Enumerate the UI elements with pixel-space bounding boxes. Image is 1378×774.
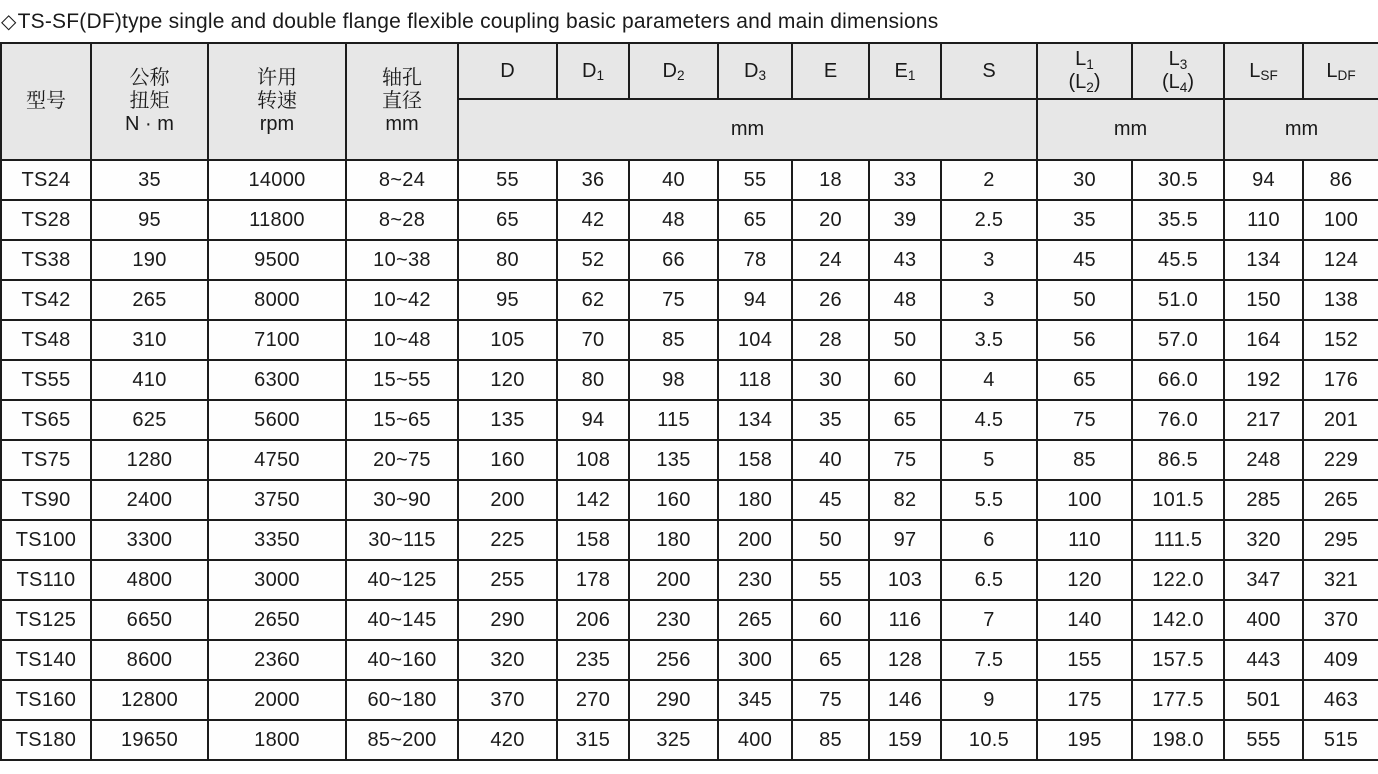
value-cell: 177.5 (1132, 680, 1224, 720)
value-cell: 206 (557, 600, 629, 640)
value-cell: 97 (869, 520, 941, 560)
value-cell: 515 (1303, 720, 1378, 760)
value-cell: 98 (629, 360, 718, 400)
value-cell: 120 (1037, 560, 1132, 600)
value-cell: 100 (1303, 200, 1378, 240)
value-cell: 217 (1224, 400, 1303, 440)
value-cell: 140 (1037, 600, 1132, 640)
value-cell: 75 (869, 440, 941, 480)
value-cell: 2360 (208, 640, 346, 680)
value-cell: 94 (718, 280, 792, 320)
diamond-icon: ◇ (1, 11, 17, 33)
value-cell: 158 (557, 520, 629, 560)
page-title (0, 0, 1378, 42)
value-cell: 7100 (208, 320, 346, 360)
value-cell: 180 (718, 480, 792, 520)
value-cell: 110 (1224, 200, 1303, 240)
value-cell: 65 (1037, 360, 1132, 400)
value-cell: 78 (718, 240, 792, 280)
col-header-ldf: $L_{DF}$ (1303, 43, 1378, 99)
value-cell: 8~28 (346, 200, 458, 240)
table-row (1, 320, 1378, 360)
value-cell: 370 (1303, 600, 1378, 640)
value-cell: 1280 (91, 440, 208, 480)
value-cell: 45.5 (1132, 240, 1224, 280)
value-cell: 155 (1037, 640, 1132, 680)
value-cell: 134 (1224, 240, 1303, 280)
value-cell: 60 (792, 600, 869, 640)
value-cell: 6 (941, 520, 1037, 560)
value-cell: 65 (458, 200, 557, 240)
value-cell: 86 (1303, 160, 1378, 200)
value-cell: 85~200 (346, 720, 458, 760)
value-cell: 19650 (91, 720, 208, 760)
value-cell: 142.0 (1132, 600, 1224, 640)
value-cell: 10.5 (941, 720, 1037, 760)
col-header-d3: $D_3$ (718, 43, 792, 99)
value-cell: 120 (458, 360, 557, 400)
value-cell: 1800 (208, 720, 346, 760)
value-cell: 35 (792, 400, 869, 440)
col-header-d1: $D_1$ (557, 43, 629, 99)
value-cell: 3300 (91, 520, 208, 560)
value-cell: 118 (718, 360, 792, 400)
header-row-labels (1, 43, 1378, 99)
value-cell: 157.5 (1132, 640, 1224, 680)
model-cell: TS48 (1, 320, 91, 360)
value-cell: 33 (869, 160, 941, 200)
value-cell: 345 (718, 680, 792, 720)
value-cell: 20 (792, 200, 869, 240)
value-cell: 2650 (208, 600, 346, 640)
value-cell: 200 (629, 560, 718, 600)
value-cell: 175 (1037, 680, 1132, 720)
table-row (1, 680, 1378, 720)
col-header-e: E (792, 43, 869, 99)
value-cell: 115 (629, 400, 718, 440)
table-row (1, 720, 1378, 760)
value-cell: 3350 (208, 520, 346, 560)
table-row (1, 400, 1378, 440)
value-cell: 4 (941, 360, 1037, 400)
value-cell: 501 (1224, 680, 1303, 720)
value-cell: 4800 (91, 560, 208, 600)
value-cell: 35 (1037, 200, 1132, 240)
value-cell: 7.5 (941, 640, 1037, 680)
value-cell: 195 (1037, 720, 1132, 760)
value-cell: 2000 (208, 680, 346, 720)
value-cell: 30~115 (346, 520, 458, 560)
value-cell: 39 (869, 200, 941, 240)
col-header-bore: 轴孔 直径 mm (346, 43, 458, 160)
value-cell: 56 (1037, 320, 1132, 360)
value-cell: 235 (557, 640, 629, 680)
value-cell: 200 (458, 480, 557, 520)
value-cell: 443 (1224, 640, 1303, 680)
model-cell: TS90 (1, 480, 91, 520)
value-cell: 60 (869, 360, 941, 400)
value-cell: 150 (1224, 280, 1303, 320)
value-cell: 108 (557, 440, 629, 480)
value-cell: 95 (91, 200, 208, 240)
value-cell: 62 (557, 280, 629, 320)
value-cell: 28 (792, 320, 869, 360)
value-cell: 285 (1224, 480, 1303, 520)
value-cell: 265 (91, 280, 208, 320)
model-cell: TS160 (1, 680, 91, 720)
value-cell: 198.0 (1132, 720, 1224, 760)
value-cell: 65 (718, 200, 792, 240)
value-cell: 82 (869, 480, 941, 520)
value-cell: 75 (792, 680, 869, 720)
value-cell: 122.0 (1132, 560, 1224, 600)
value-cell: 40~125 (346, 560, 458, 600)
value-cell: 265 (718, 600, 792, 640)
value-cell: 24 (792, 240, 869, 280)
value-cell: 5 (941, 440, 1037, 480)
table-row (1, 240, 1378, 280)
value-cell: 7 (941, 600, 1037, 640)
value-cell: 42 (557, 200, 629, 240)
table-row (1, 600, 1378, 640)
model-cell: TS180 (1, 720, 91, 760)
value-cell: 76.0 (1132, 400, 1224, 440)
col-header-l3: $L_3$ $(L_4)$ (1132, 43, 1224, 99)
value-cell: 60~180 (346, 680, 458, 720)
value-cell: 555 (1224, 720, 1303, 760)
value-cell: 10~38 (346, 240, 458, 280)
model-cell: TS65 (1, 400, 91, 440)
value-cell: 52 (557, 240, 629, 280)
value-cell: 26 (792, 280, 869, 320)
value-cell: 9500 (208, 240, 346, 280)
value-cell: 315 (557, 720, 629, 760)
model-cell: TS55 (1, 360, 91, 400)
value-cell: 138 (1303, 280, 1378, 320)
value-cell: 128 (869, 640, 941, 680)
col-header-d2: $D_2$ (629, 43, 718, 99)
value-cell: 103 (869, 560, 941, 600)
model-cell: TS42 (1, 280, 91, 320)
value-cell: 160 (458, 440, 557, 480)
model-cell: TS100 (1, 520, 91, 560)
value-cell: 192 (1224, 360, 1303, 400)
value-cell: 18 (792, 160, 869, 200)
value-cell: 85 (1037, 440, 1132, 480)
value-cell: 256 (629, 640, 718, 680)
value-cell: 2 (941, 160, 1037, 200)
value-cell: 3.5 (941, 320, 1037, 360)
value-cell: 142 (557, 480, 629, 520)
value-cell: 66 (629, 240, 718, 280)
value-cell: 6300 (208, 360, 346, 400)
value-cell: 50 (1037, 280, 1132, 320)
value-cell: 159 (869, 720, 941, 760)
value-cell: 86.5 (1132, 440, 1224, 480)
table-row (1, 280, 1378, 320)
value-cell: 14000 (208, 160, 346, 200)
value-cell: 5600 (208, 400, 346, 440)
col-header-s: S (941, 43, 1037, 99)
value-cell: 400 (1224, 600, 1303, 640)
value-cell: 70 (557, 320, 629, 360)
value-cell: 160 (629, 480, 718, 520)
value-cell: 30~90 (346, 480, 458, 520)
value-cell: 248 (1224, 440, 1303, 480)
value-cell: 40~145 (346, 600, 458, 640)
value-cell: 100 (1037, 480, 1132, 520)
value-cell: 164 (1224, 320, 1303, 360)
value-cell: 3 (941, 280, 1037, 320)
value-cell: 158 (718, 440, 792, 480)
value-cell: 176 (1303, 360, 1378, 400)
value-cell: 230 (629, 600, 718, 640)
table-row (1, 360, 1378, 400)
value-cell: 135 (458, 400, 557, 440)
value-cell: 40 (629, 160, 718, 200)
value-cell: 45 (1037, 240, 1132, 280)
value-cell: 300 (718, 640, 792, 680)
value-cell: 10~48 (346, 320, 458, 360)
value-cell: 400 (718, 720, 792, 760)
value-cell: 420 (458, 720, 557, 760)
value-cell: 2.5 (941, 200, 1037, 240)
value-cell: 410 (91, 360, 208, 400)
value-cell: 75 (1037, 400, 1132, 440)
table-header (1, 43, 1378, 160)
col-header-l1: $L_1$ $(L_2)$ (1037, 43, 1132, 99)
model-cell: TS38 (1, 240, 91, 280)
value-cell: 270 (557, 680, 629, 720)
value-cell: 36 (557, 160, 629, 200)
value-cell: 51.0 (1132, 280, 1224, 320)
value-cell: 3 (941, 240, 1037, 280)
unit-mm-lsf-ldf-group: mm (1224, 99, 1378, 160)
value-cell: 48 (629, 200, 718, 240)
value-cell: 463 (1303, 680, 1378, 720)
table-row (1, 560, 1378, 600)
value-cell: 110 (1037, 520, 1132, 560)
value-cell: 35.5 (1132, 200, 1224, 240)
value-cell: 3000 (208, 560, 346, 600)
value-cell: 295 (1303, 520, 1378, 560)
value-cell: 30 (1037, 160, 1132, 200)
col-header-e1: $E_1$ (869, 43, 941, 99)
value-cell: 8600 (91, 640, 208, 680)
value-cell: 5.5 (941, 480, 1037, 520)
value-cell: 85 (792, 720, 869, 760)
value-cell: 104 (718, 320, 792, 360)
table-row (1, 480, 1378, 520)
value-cell: 111.5 (1132, 520, 1224, 560)
model-cell: TS28 (1, 200, 91, 240)
value-cell: 265 (1303, 480, 1378, 520)
value-cell: 10~42 (346, 280, 458, 320)
value-cell: 20~75 (346, 440, 458, 480)
value-cell: 116 (869, 600, 941, 640)
value-cell: 178 (557, 560, 629, 600)
value-cell: 2400 (91, 480, 208, 520)
value-cell: 409 (1303, 640, 1378, 680)
unit-mm-main-group: mm (458, 99, 1037, 160)
value-cell: 50 (869, 320, 941, 360)
value-cell: 146 (869, 680, 941, 720)
value-cell: 320 (1224, 520, 1303, 560)
table-row (1, 200, 1378, 240)
value-cell: 45 (792, 480, 869, 520)
unit-mm-l-group: mm (1037, 99, 1224, 160)
value-cell: 35 (91, 160, 208, 200)
value-cell: 65 (792, 640, 869, 680)
value-cell: 4.5 (941, 400, 1037, 440)
value-cell: 40 (792, 440, 869, 480)
value-cell: 8~24 (346, 160, 458, 200)
value-cell: 30 (792, 360, 869, 400)
value-cell: 95 (458, 280, 557, 320)
model-cell: TS125 (1, 600, 91, 640)
value-cell: 43 (869, 240, 941, 280)
value-cell: 152 (1303, 320, 1378, 360)
value-cell: 225 (458, 520, 557, 560)
col-header-speed: 许用 转速 rpm (208, 43, 346, 160)
value-cell: 180 (629, 520, 718, 560)
model-cell: TS24 (1, 160, 91, 200)
value-cell: 200 (718, 520, 792, 560)
value-cell: 55 (792, 560, 869, 600)
parameters-table (0, 42, 1378, 761)
model-cell: TS140 (1, 640, 91, 680)
col-header-model: 型号 (1, 43, 91, 160)
table-body (1, 160, 1378, 760)
value-cell: 6.5 (941, 560, 1037, 600)
value-cell: 65 (869, 400, 941, 440)
value-cell: 370 (458, 680, 557, 720)
value-cell: 310 (91, 320, 208, 360)
value-cell: 40~160 (346, 640, 458, 680)
value-cell: 201 (1303, 400, 1378, 440)
value-cell: 3750 (208, 480, 346, 520)
col-header-torque: 公称 扭矩 N · m (91, 43, 208, 160)
model-cell: TS75 (1, 440, 91, 480)
value-cell: 134 (718, 400, 792, 440)
table-row (1, 520, 1378, 560)
value-cell: 230 (718, 560, 792, 600)
value-cell: 30.5 (1132, 160, 1224, 200)
value-cell: 124 (1303, 240, 1378, 280)
col-header-d: D (458, 43, 557, 99)
table-row (1, 160, 1378, 200)
value-cell: 15~65 (346, 400, 458, 440)
table-row (1, 640, 1378, 680)
value-cell: 50 (792, 520, 869, 560)
value-cell: 229 (1303, 440, 1378, 480)
value-cell: 4750 (208, 440, 346, 480)
value-cell: 57.0 (1132, 320, 1224, 360)
value-cell: 94 (557, 400, 629, 440)
value-cell: 55 (458, 160, 557, 200)
value-cell: 66.0 (1132, 360, 1224, 400)
value-cell: 320 (458, 640, 557, 680)
value-cell: 190 (91, 240, 208, 280)
value-cell: 625 (91, 400, 208, 440)
value-cell: 101.5 (1132, 480, 1224, 520)
value-cell: 347 (1224, 560, 1303, 600)
value-cell: 75 (629, 280, 718, 320)
value-cell: 12800 (91, 680, 208, 720)
table-row (1, 440, 1378, 480)
value-cell: 6650 (91, 600, 208, 640)
value-cell: 321 (1303, 560, 1378, 600)
value-cell: 8000 (208, 280, 346, 320)
value-cell: 325 (629, 720, 718, 760)
value-cell: 94 (1224, 160, 1303, 200)
value-cell: 80 (557, 360, 629, 400)
value-cell: 290 (629, 680, 718, 720)
value-cell: 85 (629, 320, 718, 360)
value-cell: 9 (941, 680, 1037, 720)
value-cell: 80 (458, 240, 557, 280)
col-header-lsf: $L_{SF}$ (1224, 43, 1303, 99)
page-title-text: TS-SF(DF)type single and double flange flexible coupling basic parameters and main dimensions (17, 10, 939, 33)
value-cell: 11800 (208, 200, 346, 240)
value-cell: 105 (458, 320, 557, 360)
value-cell: 255 (458, 560, 557, 600)
value-cell: 15~55 (346, 360, 458, 400)
model-cell: TS110 (1, 560, 91, 600)
value-cell: 290 (458, 600, 557, 640)
value-cell: 55 (718, 160, 792, 200)
value-cell: 135 (629, 440, 718, 480)
value-cell: 48 (869, 280, 941, 320)
